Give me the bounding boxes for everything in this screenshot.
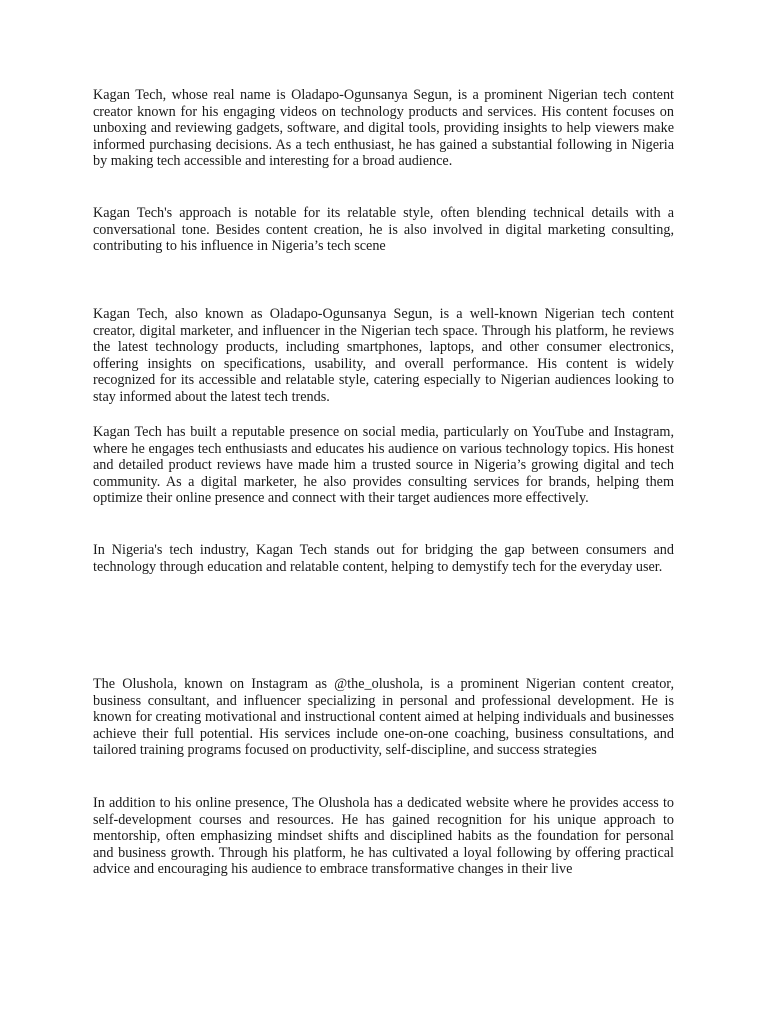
paragraph-kagan-tech-approach: Kagan Tech's approach is notable for its relatable style, often blending technical details with a conversational tone. Besides content creation, he is also involved in digital marketing consulting, contributing to his influence in Nigeria’s tech scene — [93, 205, 674, 255]
paragraph-kagan-tech-intro: Kagan Tech, whose real name is Oladapo-Ogunsanya Segun, is a prominent Nigerian tech content creator known for his engaging videos on technology products and services. His content focuses on unboxing and reviewing gadgets, software, and digital tools, providing insights to help viewers make informed purchasing decisions. As a tech enthusiast, he has gained a substantial following in Nigeria by making tech accessible and interesting for a broad audience. — [93, 87, 674, 170]
paragraph-kagan-tech-industry: In Nigeria's tech industry, Kagan Tech stands out for bridging the gap between consumers and technology through education and relatable content, helping to demystify tech for the everyday user. — [93, 542, 674, 575]
paragraph-olushola-intro: The Olushola, known on Instagram as @the_olushola, is a prominent Nigerian content creator, business consultant, and influencer specializing in personal and professional development. He is known for creating motivational and instructional content aimed at helping individuals and businesses achieve their full potential. His services include one-on-one coaching, business consultations, and tailored training programs focused on productivity, self-discipline, and success strategies — [93, 676, 674, 759]
paragraph-olushola-website: In addition to his online presence, The Olushola has a dedicated website where he provides access to self-development courses and resources. He has gained recognition for his unique approach to mentorship, often emphasizing mindset shifts and disciplined habits as the foundation for personal and business growth. Through his platform, he has cultivated a loyal following by offering practical advice and encouraging his audience to embrace transformative changes in their live — [93, 795, 674, 878]
paragraph-kagan-tech-overview: Kagan Tech, also known as Oladapo-Ogunsanya Segun, is a well-known Nigerian tech content creator, digital marketer, and influencer in the Nigerian tech space. Through his platform, he reviews the latest technology products, including smartphones, laptops, and other consumer electronics, offering insights on specifications, usability, and overall performance. His content is widely recognized for its accessible and relatable style, catering especially to Nigerian audiences looking to stay informed about the latest tech trends. — [93, 306, 674, 405]
paragraph-kagan-tech-social-media: Kagan Tech has built a reputable presence on social media, particularly on YouTube and Instagram, where he engages tech enthusiasts and educates his audience on various technology topics. His honest and detailed product reviews have made him a trusted source in Nigeria’s growing digital and tech community. As a digital marketer, he also provides consulting services for brands, helping them optimize their online presence and connect with their target audiences more effectively. — [93, 424, 674, 507]
